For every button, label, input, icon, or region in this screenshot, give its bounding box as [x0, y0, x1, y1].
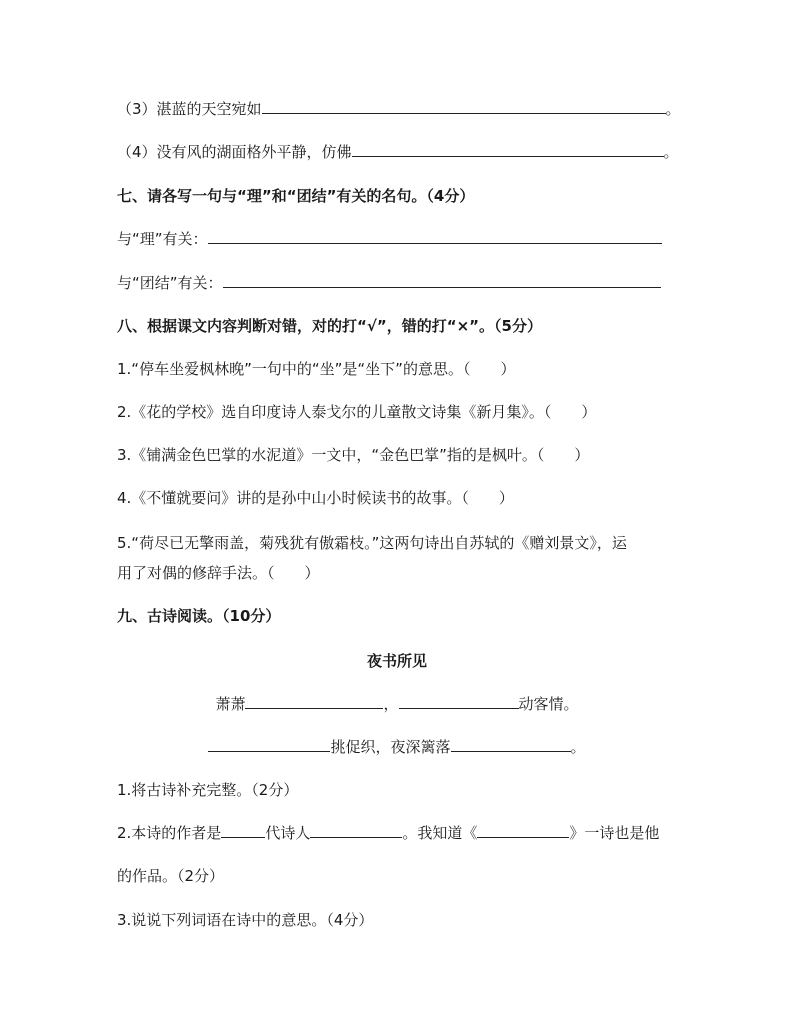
q6-item-3-blank[interactable]	[262, 99, 666, 114]
poem-line-1	[0, 694, 794, 714]
q9-sub-3: 3.说说下列词语在诗中的意思。（4分）	[117, 911, 374, 929]
q6-item-3	[117, 99, 681, 119]
q9-sub-1: 1.将古诗补充完整。（2分）	[117, 781, 299, 799]
q9-sub-2-part-4: 》一诗也是他	[569, 824, 660, 842]
q6-item-4-end: 。	[663, 143, 679, 161]
poem-blank-2[interactable]	[399, 694, 519, 709]
q7-line-1-blank[interactable]	[208, 229, 662, 244]
q7-line-1	[117, 229, 662, 249]
q8-item-3: 3.《铺满金色巴掌的水泥道》一文中，“金色巴掌”指的是枫叶。（ ）	[117, 446, 590, 464]
q6-item-3-text: （3）湛蓝的天空宛如	[117, 100, 262, 118]
q6-item-3-end: 。	[665, 100, 681, 118]
q6-item-4	[117, 142, 679, 162]
poem-line-2	[0, 737, 794, 757]
q9-heading: 九、古诗阅读。（10分）	[117, 607, 281, 625]
poem-blank-4[interactable]	[451, 737, 571, 752]
q6-item-4-blank[interactable]	[352, 142, 664, 157]
q8-heading: 八、根据课文内容判断对错，对的打“√”，错的打“×”。（5分）	[117, 317, 542, 335]
q7-line-2	[117, 273, 661, 293]
poem-line-1-comma: ，	[383, 695, 399, 713]
q8-item-5-cont: 用了对偶的修辞手法。（ ）	[117, 564, 320, 582]
q9-sub-2	[117, 823, 659, 843]
q9-dynasty-blank[interactable]	[221, 823, 265, 838]
q8-item-1: 1.“停车坐爱枫林晚”一句中的“坐”是“坐下”的意思。（ ）	[117, 360, 516, 378]
q9-poem-blank[interactable]	[477, 823, 569, 838]
poem-blank-1[interactable]	[245, 694, 383, 709]
poem-line-1-start: 萧萧	[215, 695, 246, 713]
q7-line-1-label: 与“理”有关：	[117, 230, 208, 248]
poem-line-1-end: 动客情。	[518, 695, 579, 713]
q9-poet-blank[interactable]	[310, 823, 402, 838]
q9-sub-2-cont: 的作品。（2分）	[117, 867, 225, 885]
q9-sub-2-part-2: 代诗人	[265, 824, 311, 842]
poem-blank-3[interactable]	[208, 737, 330, 752]
q9-sub-2-part-3: 。我知道《	[402, 824, 478, 842]
poem-title: 夜书所见	[366, 652, 427, 670]
poem-line-2-mid: 挑促织，夜深篱落	[330, 738, 451, 756]
q8-item-4: 4.《不懂就要问》讲的是孙中山小时候读书的故事。（ ）	[117, 489, 514, 507]
q8-item-5: 5.“荷尽已无擎雨盖，菊残犹有傲霜枝。”这两句诗出自苏轼的《赠刘景文》，运	[117, 534, 627, 552]
q8-item-2: 2.《花的学校》选自印度诗人泰戈尔的儿童散文诗集《新月集》。（ ）	[117, 403, 597, 421]
poem-line-2-end: 。	[570, 738, 586, 756]
q6-item-4-text: （4）没有风的湖面格外平静，仿佛	[117, 143, 352, 161]
q7-heading: 七、请各写一句与“理”和“团结”有关的名句。（4分）	[117, 187, 475, 205]
q9-sub-2-part-1: 2.本诗的作者是	[117, 824, 222, 842]
q7-line-2-label: 与“团结”有关：	[117, 274, 223, 292]
q7-line-2-blank[interactable]	[223, 273, 661, 288]
